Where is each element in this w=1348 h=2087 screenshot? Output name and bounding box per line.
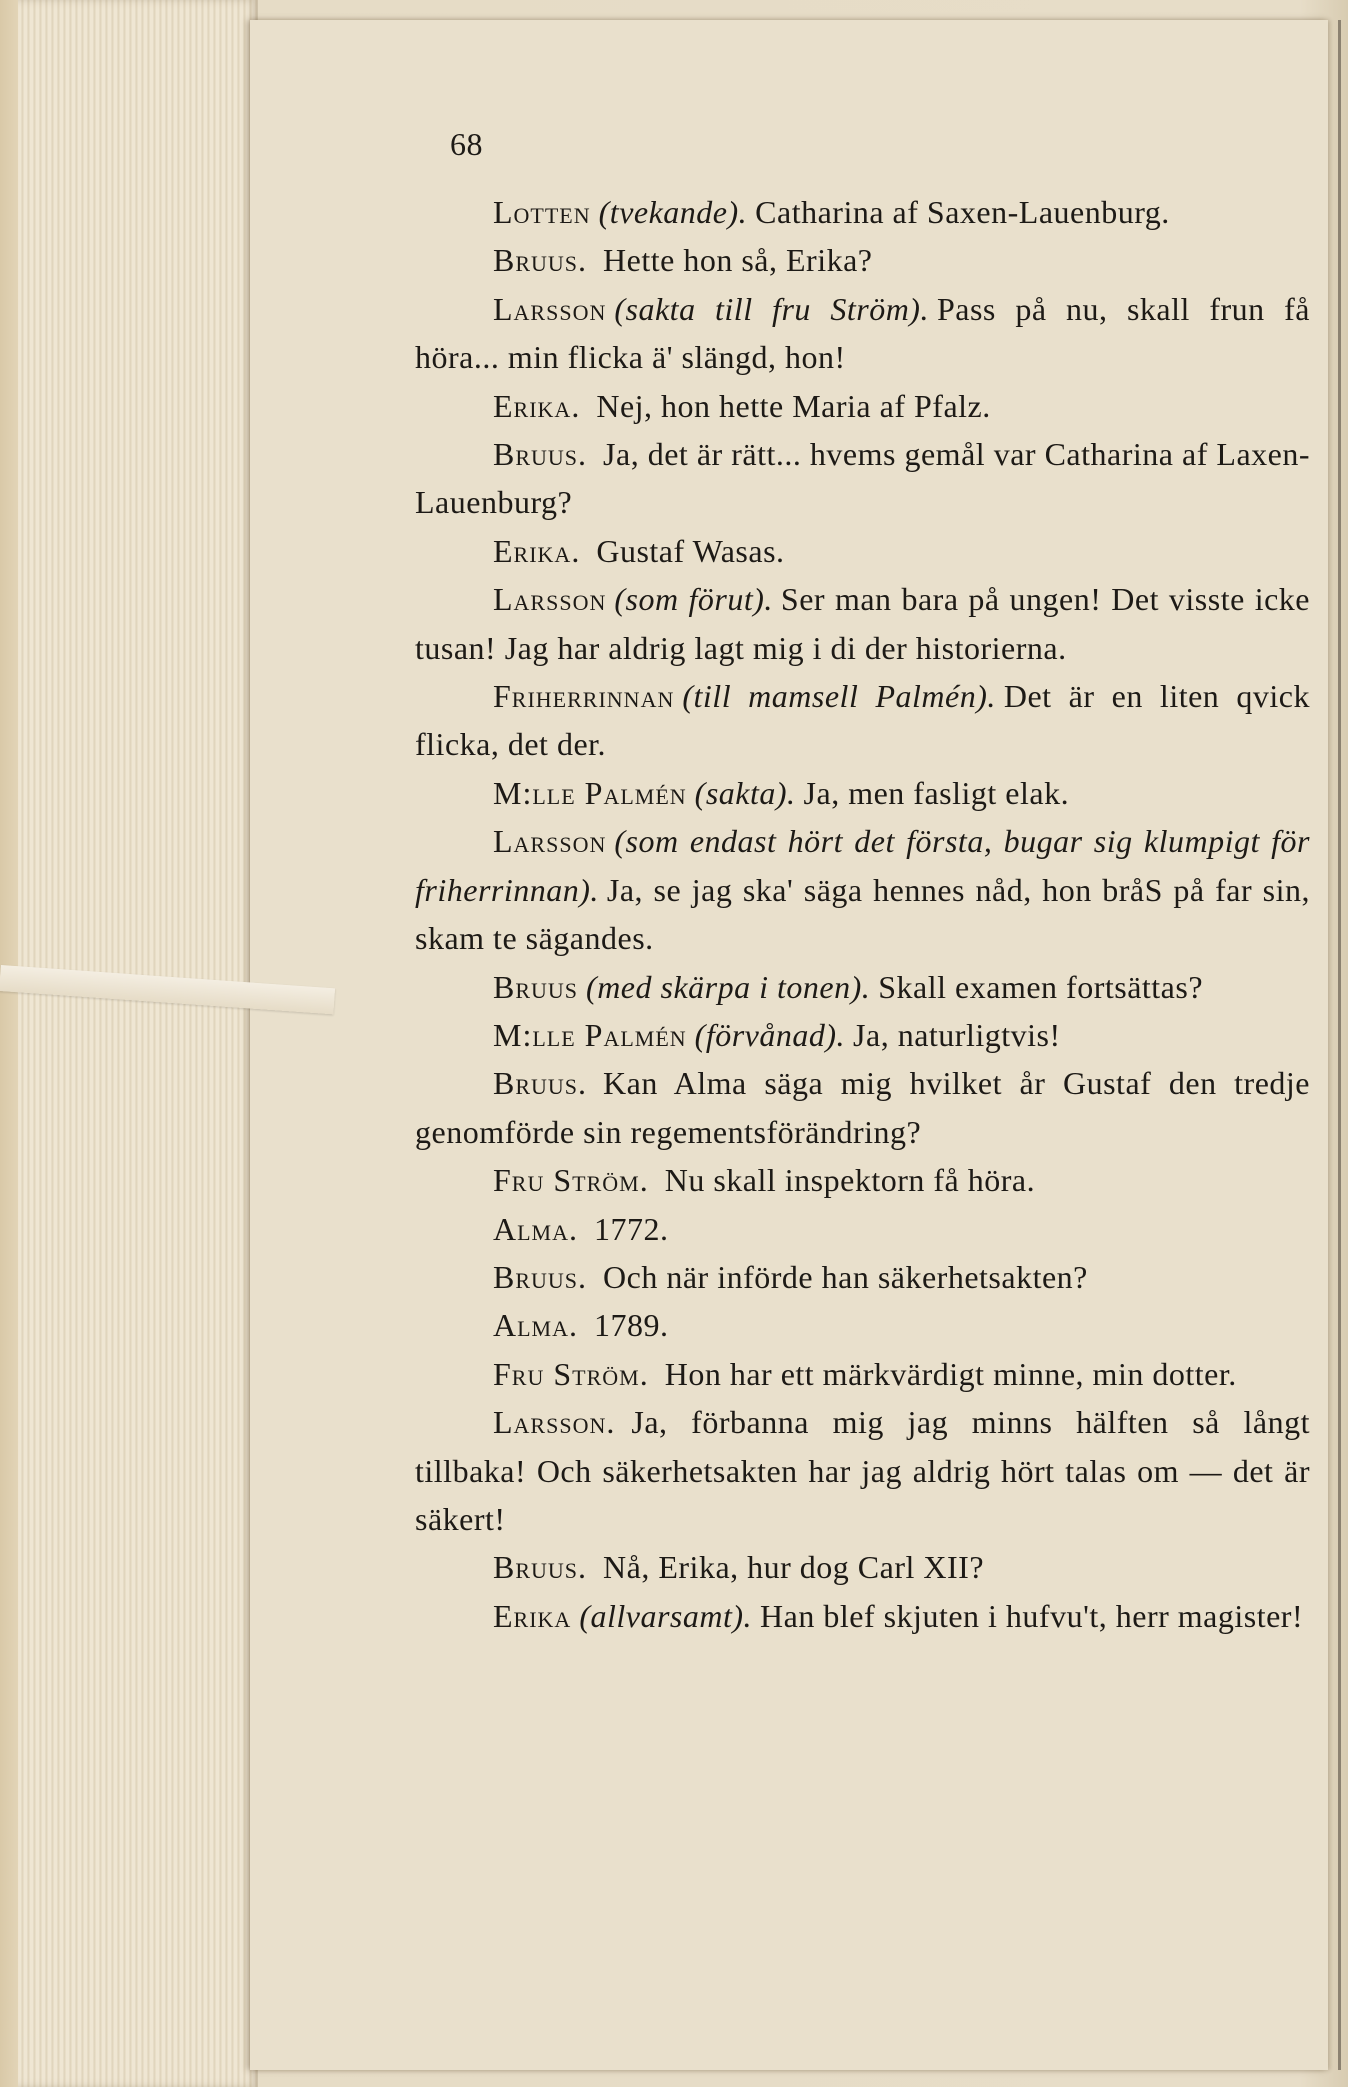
speaker-name: Bruus. [493,1549,588,1586]
dialogue-text: Och när införde han säkerhetsakten? [603,1258,1088,1295]
dialogue-line [415,1592,1310,1640]
dialogue-text: Nu skall inspektorn få höra. [664,1162,1036,1199]
speaker-name: Alma. [493,1307,578,1344]
dialogue-line [415,672,1310,769]
speaker-name: Bruus [493,968,579,1005]
dialogue-text: Hette hon så, Erika? [603,242,873,279]
speaker-name: Bruus. [493,1258,588,1295]
dialogue-line [415,285,1310,382]
dialogue-text: Ja, men fasligt elak. [803,774,1070,811]
dialogue-text: Ja, förbanna mig jag minns hälften så långt tillbaka! Och säkerhetsakten har jag aldrig hört talas om — det är säkert! [415,1404,1310,1537]
page-content [415,120,1310,1640]
stage-direction: (sakta). [694,774,796,811]
speaker-name: M:lle Palmén [493,1016,687,1053]
speaker-name: M:lle Palmén [493,774,687,811]
dialogue-text: 1772. [594,1210,669,1247]
stage-direction: (sakta till fru Ström). [614,290,929,327]
page-edges [18,0,258,2087]
speaker-name: Larsson [493,581,607,618]
speaker-name: Bruus. [493,242,588,279]
speaker-name: Larsson [493,823,607,860]
dialogue-text: Catharina af Saxen-Lauenburg. [755,194,1170,230]
dialogue-line [415,236,1310,284]
dialogue-line [415,1011,1310,1059]
dialogue-text: Skall examen fortsättas? [878,968,1204,1005]
dialogue-text: Hon har ett märkvärdigt minne, min dotter. [664,1355,1237,1392]
stage-direction: (till mamsell Palmén). [682,678,996,715]
speaker-name: Friherrinnan [493,678,675,715]
speaker-name: Bruus. [493,436,588,473]
speaker-name: Erika. [493,387,581,424]
dialogue-line [415,575,1310,672]
stage-direction: (förvånad). [694,1016,846,1053]
dialogue-line [415,1059,1310,1156]
dialogue-line [415,817,1310,962]
dialogue-text: Nej, hon hette Maria af Pfalz. [596,387,991,424]
dialogue-line [415,769,1310,817]
dialogue-text: Pass på nu, skall frun få höra... min flicka ä' slängd, hon! [415,290,1311,376]
speaker-name: Erika. [493,532,581,569]
dialogue-text: Kan Alma säga mig hvilket år Gustaf den tredje genomförde sin regementsförändring? [415,1065,1310,1150]
stage-direction: (som förut). [614,581,773,618]
speaker-name: Larsson. [493,1404,616,1441]
stage-direction: (allvarsamt). [579,1597,753,1634]
dialogue-line [415,1205,1310,1253]
dialogue-line [415,430,1310,527]
dialogue-line [415,963,1310,1011]
dialogue-text: 1789. [594,1307,669,1344]
dialogue-text: Gustaf Wasas. [596,532,785,569]
dialogue-line [415,1543,1310,1591]
speaker-name: Fru Ström. [493,1355,649,1392]
dialogue-line [415,382,1310,430]
speaker-name: Lotten [493,194,591,230]
speaker-name: Alma. [493,1210,578,1247]
dialogue-line [415,1301,1310,1349]
dialogue-text: Nå, Erika, hur dog Carl XII? [603,1549,985,1586]
speaker-name: Bruus. [493,1065,588,1102]
page-number: 68 [450,126,483,162]
speaker-name: Larsson [493,290,607,327]
stage-direction: (med skärpa i tonen). [586,968,871,1005]
dialogue-line [415,1350,1310,1398]
dialogue-line [415,1156,1310,1204]
dialogue-text: Det är en liten qvick flicka, det der. [415,678,1311,763]
dialogue-text: Ja, se jag ska' säga hennes nåd, hon bråS på far sin, skam te sägandes. [415,871,1310,957]
dialogue-line [415,188,1310,236]
dialogue-line [415,527,1310,575]
speaker-name: Fru Ström. [493,1162,649,1199]
dialogue-text: Ja, det är rätt... hvems gemål var Catharina af Laxen-Lauenburg? [415,436,1310,521]
stage-direction: (tvekande). [598,194,748,230]
dialogue-text: Ja, naturligtvis! [853,1016,1061,1053]
speaker-name: Erika [493,1597,572,1634]
stage-direction: (som endast hört det första, bugar sig klumpigt för friherrinnan). [415,823,1310,908]
dialogue-text: Han blef skjuten i hufvu't, herr magister! [760,1597,1304,1634]
page-gutter [1338,20,1341,2070]
dialogue-text: Ser man bara på ungen! Det visste icke tusan! Jag har aldrig lagt mig i di der historierna. [415,581,1311,666]
dialogue-line [415,1398,1310,1543]
dialogue-line [415,1253,1310,1301]
